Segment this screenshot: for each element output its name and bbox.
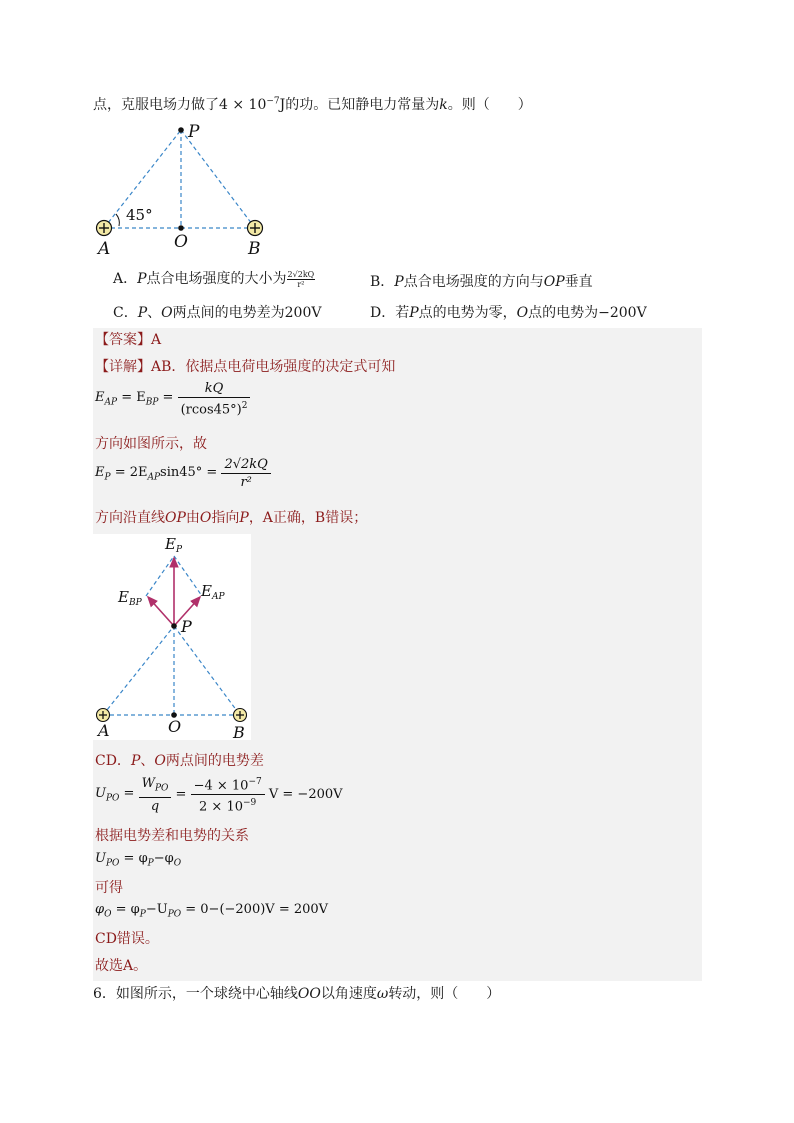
option-c-p: P [137, 305, 148, 321]
equation-1 [95, 380, 250, 418]
point-p [178, 127, 184, 133]
eq4-sub: PO [105, 858, 120, 869]
eq4-rhs: = φ [119, 851, 148, 866]
next-q-b: 以角速度 [320, 986, 377, 1002]
option-a[interactable] [113, 268, 315, 289]
parallelogram-right [174, 556, 202, 596]
cd-wrong-line: CD错误。 [95, 931, 159, 947]
answer-value: A [151, 332, 162, 348]
eq2-fraction [221, 456, 270, 491]
charge-b [234, 709, 247, 722]
eq1-sub2: BP [145, 397, 159, 408]
option-b-suffix: 垂直 [564, 274, 593, 290]
line-ap [103, 626, 174, 715]
dir2-p: P [239, 510, 249, 526]
equation-2 [95, 456, 271, 491]
cd-prefix: CD． [95, 753, 131, 769]
label-a: A [98, 239, 111, 258]
label-eap: $E_{AP}$ [201, 582, 225, 602]
eq4-p: P [147, 858, 154, 869]
eq1-den: (rcos45°) [180, 402, 242, 418]
next-q-axis: OO [297, 986, 321, 1002]
option-b-point: P [394, 274, 404, 290]
eq1-e1: E [95, 390, 105, 406]
direction-line-2 [95, 507, 367, 527]
point-p [171, 623, 177, 629]
option-c-sep: 、 [147, 305, 162, 321]
option-c[interactable] [113, 302, 321, 322]
parallelogram-left [146, 556, 174, 596]
eq3-sub: PO [105, 793, 120, 804]
option-d-mid: 点的电势为零， [418, 305, 517, 321]
constant-k: k [439, 97, 448, 113]
figure-field-vectors [93, 534, 251, 740]
eq2-den: r² [240, 475, 252, 490]
option-b-prefix: B． [370, 274, 395, 290]
cd-text: 两点间的电势差 [165, 753, 264, 769]
eq2-num: 2√2kQ [224, 457, 268, 472]
eq5-o: O [104, 909, 112, 920]
option-b[interactable] [370, 271, 593, 291]
eq2-sub2: AP [147, 472, 161, 483]
next-q-c: 转动，则（ ） [388, 986, 501, 1002]
point-o [178, 225, 184, 231]
eq1-den-exp: 2 [241, 401, 248, 411]
option-c-o: O [161, 305, 173, 321]
cd-p: P [130, 753, 141, 769]
cd-line [95, 750, 264, 770]
eq3-fraction-2 [191, 774, 265, 816]
work-value: 4 × 10 [219, 97, 267, 113]
equation-3 [95, 774, 343, 816]
direction-line: 方向如图所示，故 [95, 436, 207, 452]
option-b-text: 点合电场强度的方向与 [403, 274, 544, 290]
option-a-fraction [287, 270, 316, 289]
choose-line: 故选A。 [95, 958, 148, 974]
eq1-fraction [178, 380, 251, 418]
option-d-p: P [409, 305, 419, 321]
work-unit: J的功。已知静电力常量为 [279, 97, 440, 113]
option-a-text: 点合电场强度的大小为 [146, 271, 287, 287]
option-b-op: OP [543, 274, 565, 290]
dir2-d: ，A正确，B错误； [248, 510, 368, 526]
eq3-num2: −4 × 10 [193, 778, 249, 794]
equation-5 [95, 902, 328, 920]
label-o: O [168, 717, 182, 736]
label-o: O [174, 232, 188, 252]
label-ebp: $E_{BP}$ [118, 588, 142, 608]
next-q-a: 6．如图所示，一个球绕中心轴线 [93, 986, 298, 1002]
label-p: P [188, 122, 200, 142]
figure-charges-triangle [90, 118, 280, 258]
label-a: A [98, 721, 110, 740]
eq3-num2-exp: −7 [248, 777, 262, 787]
eq1-eq2: = [158, 390, 174, 406]
stem-suffix: 。则（ ） [447, 97, 532, 113]
option-a-point: P [137, 271, 147, 287]
eq3-eq: = [119, 786, 135, 802]
dir2-a: 方向沿直线 [95, 510, 165, 526]
label-p: P [181, 617, 192, 636]
option-a-prefix: A． [113, 271, 138, 287]
eq5-sub: PO [167, 909, 182, 920]
eq2-e: E [95, 464, 105, 480]
work-exponent: −7 [266, 96, 280, 107]
detail-label: 【详解】 [95, 359, 151, 375]
dir2-c: 指向 [211, 510, 240, 526]
eq1-num: kQ [204, 381, 224, 396]
eq3-den2-exp: −9 [243, 798, 257, 809]
option-d-text: 点的电势为−200V [528, 305, 647, 321]
option-a-num: 2√2kQ [287, 269, 315, 279]
eq2-sin: sin45° = [160, 464, 218, 480]
cd-o: O [154, 753, 166, 769]
eq1-eq: = E [117, 390, 146, 406]
eq5-p: P [139, 909, 146, 920]
dir2-b: 由 [185, 510, 200, 526]
option-d[interactable] [370, 302, 647, 322]
next-question [93, 983, 500, 1003]
line-pb [174, 626, 240, 715]
angle-arc [116, 214, 119, 226]
eq2-mid: = 2E [110, 464, 148, 480]
answer-label: 【答案】 [95, 332, 151, 348]
option-c-text: 两点间的电势差为200V [172, 305, 322, 321]
label-angle: 45° [126, 206, 153, 224]
eq5-mid: = φ [111, 902, 140, 917]
relation-line: 根据电势差和电势的关系 [95, 828, 249, 844]
option-d-prefix: D．若 [370, 305, 410, 321]
eq5-phi: φ [95, 902, 105, 917]
eq1-sub1: AP [104, 397, 118, 408]
dir2-op: OP [165, 510, 186, 526]
charge-a [97, 221, 112, 236]
equation-4 [95, 851, 181, 869]
eq3-eq2: = [175, 787, 187, 803]
cd-sep: 、 [140, 753, 155, 769]
next-q-omega: ω [376, 986, 389, 1002]
charge-a [97, 709, 110, 722]
eq3-u: U [95, 786, 106, 802]
eq3-num1: W [141, 775, 155, 791]
eq2-sub: P [104, 472, 111, 483]
eq5-rhs: = 0−(−200)V = 200V [181, 902, 329, 917]
option-d-o: O [516, 305, 529, 321]
detail-line-ab [95, 356, 395, 376]
eq4-minus: −φ [153, 851, 174, 866]
eq3-den1: q [150, 799, 160, 815]
detail-ab-text: AB．依据点电荷电场强度的决定式可知 [151, 359, 396, 375]
charge-b [248, 221, 263, 236]
label-b: B [233, 723, 245, 740]
get-line: 可得 [95, 880, 123, 896]
line-pb [181, 130, 255, 228]
question-stem [93, 94, 532, 114]
label-b: B [248, 239, 261, 258]
eq4-o: O [173, 858, 182, 869]
eq3-den2: 2 × 10 [199, 799, 243, 815]
option-a-den: r² [297, 279, 305, 289]
stem-prefix: 点，克服电场力做了 [93, 97, 219, 113]
dir2-o: O [199, 510, 212, 526]
eq3-num1-sub: PO [154, 783, 169, 794]
eq3-fraction-1 [139, 775, 172, 816]
arrow-ebp [148, 597, 174, 626]
option-c-prefix: C． [113, 305, 138, 321]
label-ep: $E_P$ [165, 535, 183, 555]
eq4-u: U [95, 851, 106, 866]
eq5-minus: −U [145, 902, 168, 917]
eq3-rhs: V = −200V [268, 787, 343, 803]
answer-line [95, 329, 161, 349]
